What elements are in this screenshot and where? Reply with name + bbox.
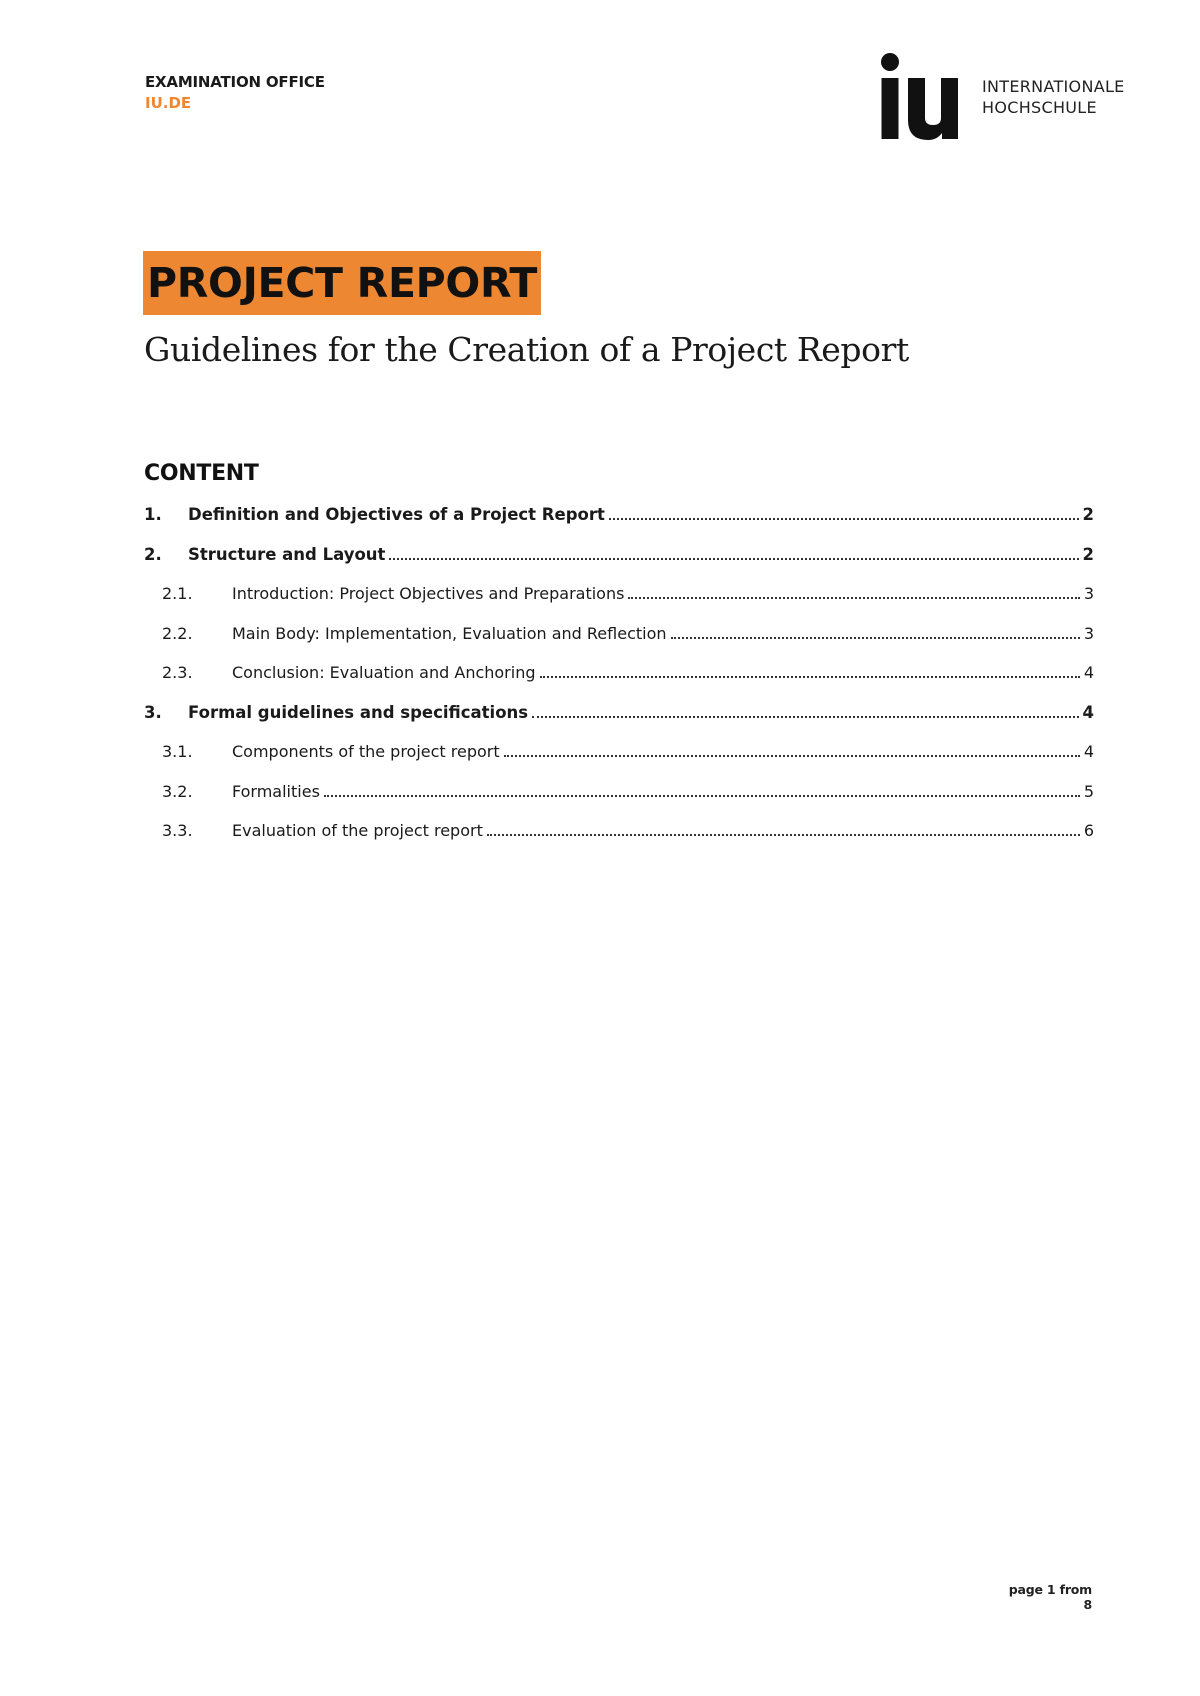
logo-wordmark: [982, 76, 1125, 118]
toc-dot-leader: [324, 795, 1080, 797]
iu-website-link[interactable]: IU.DE: [145, 94, 192, 112]
toc-entry-number: 3.2.: [162, 781, 193, 801]
toc-entry-page: 5: [1083, 781, 1094, 801]
toc-entry-page: 3: [1083, 623, 1094, 643]
toc-dot-leader: [540, 676, 1080, 678]
toc-entry-number: 2.2.: [162, 623, 193, 643]
toc-entry-3-3[interactable]: [144, 821, 1094, 861]
logo-line-1: INTERNATIONALE: [982, 77, 1125, 96]
toc-entry-page: 4: [1083, 742, 1094, 761]
toc-entry-2-3[interactable]: [144, 663, 1094, 703]
toc-dot-leader: [671, 637, 1080, 639]
toc-entry-2-1[interactable]: [144, 584, 1094, 624]
toc-dot-leader: [389, 558, 1078, 560]
toc-entry-title: Components of the project report: [232, 742, 500, 761]
toc-entry-3[interactable]: [144, 703, 1094, 743]
toc-entry-number: 3.3.: [162, 821, 193, 840]
toc-entry-title: Introduction: Project Objectives and Preparations: [232, 584, 625, 603]
toc-entry-number: 1.: [144, 505, 162, 524]
toc-entry-number: 2.: [144, 544, 162, 564]
toc-entry-3-2[interactable]: [144, 782, 1094, 822]
toc-entry-page: 2: [1082, 544, 1094, 564]
toc-entry-page: 4: [1082, 702, 1094, 722]
toc-heading: CONTENT: [144, 461, 259, 486]
toc-entry-number: 3.: [144, 702, 162, 722]
toc-dot-leader: [609, 518, 1079, 520]
toc-entry-number: 2.1.: [162, 584, 193, 603]
toc-entry-title: Main Body: Implementation, Evaluation and Reflection: [232, 623, 667, 643]
toc-entry-title: Formalities: [232, 781, 320, 801]
toc-dot-leader: [487, 834, 1080, 836]
toc-entry-page: 2: [1082, 505, 1094, 524]
document-subtitle: Guidelines for the Creation of a Project Report: [144, 330, 909, 369]
toc-entry-page: 4: [1083, 663, 1094, 682]
toc-entry-3-1[interactable]: [144, 742, 1094, 782]
table-of-contents: [144, 505, 1094, 861]
toc-entry-2[interactable]: [144, 545, 1094, 585]
toc-entry-title: Structure and Layout: [188, 544, 386, 564]
iu-logo: [880, 52, 1130, 142]
toc-entry-title: Evaluation of the project report: [232, 821, 483, 840]
toc-entry-title: Formal guidelines and specifications: [188, 702, 529, 722]
title-badge: [143, 251, 541, 315]
logo-line-2: HOCHSCHULE: [982, 98, 1097, 117]
toc-entry-2-2[interactable]: [144, 624, 1094, 664]
iu-logo-icon: [880, 52, 970, 140]
toc-entry-1[interactable]: [144, 505, 1094, 545]
document-title: PROJECT REPORT: [147, 258, 538, 307]
toc-entry-page: 6: [1083, 821, 1094, 840]
toc-dot-leader: [532, 716, 1078, 718]
examination-office-block: [145, 75, 325, 111]
toc-entry-page: 3: [1083, 584, 1094, 603]
page-number-footer: page 1 from 8: [1008, 1582, 1092, 1612]
toc-dot-leader: [504, 755, 1080, 757]
toc-dot-leader: [628, 597, 1079, 599]
toc-entry-number: 3.1.: [162, 742, 193, 761]
toc-entry-title: Conclusion: Evaluation and Anchoring: [232, 663, 536, 682]
toc-entry-title: Definition and Objectives of a Project Report: [188, 505, 605, 524]
toc-entry-number: 2.3.: [162, 663, 193, 682]
office-label: EXAMINATION OFFICE: [145, 73, 325, 91]
